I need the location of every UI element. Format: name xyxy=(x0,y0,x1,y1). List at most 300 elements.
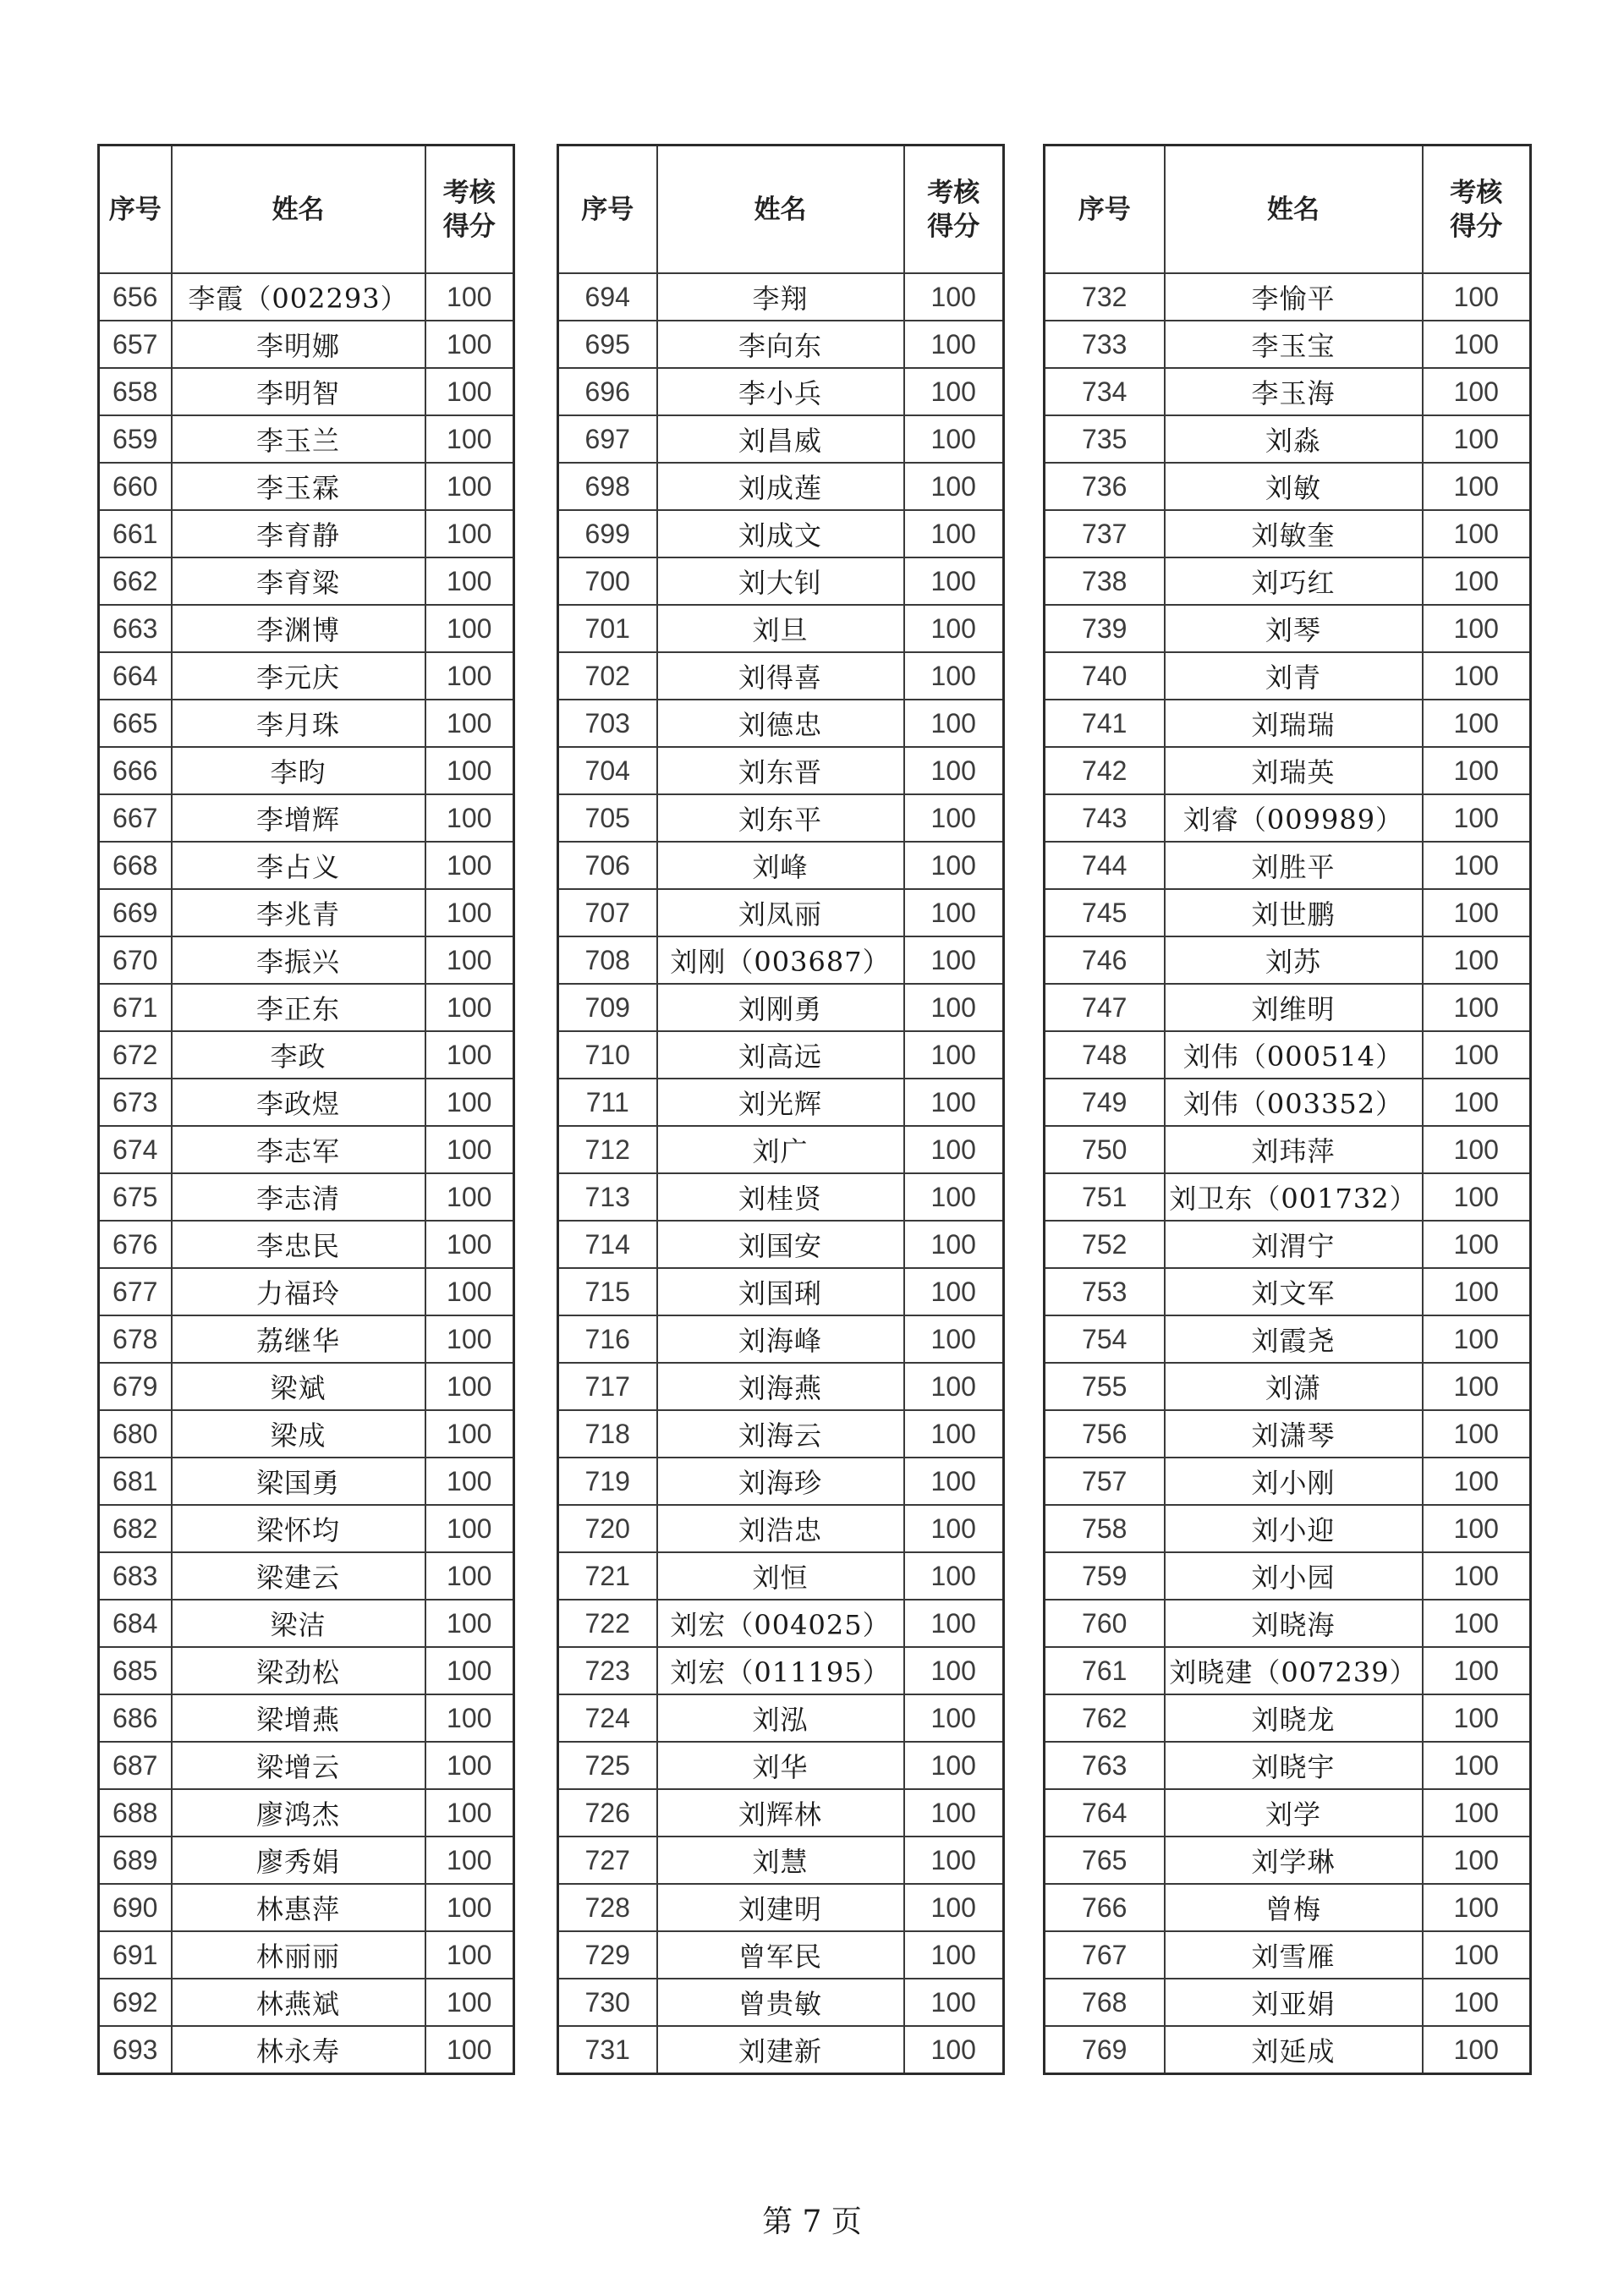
row-seq: 717 xyxy=(558,1363,657,1410)
table-row xyxy=(1045,1600,1531,1647)
row-seq: 696 xyxy=(558,368,657,415)
row-seq: 708 xyxy=(558,936,657,984)
row-name: 李向东 xyxy=(657,321,904,368)
row-seq: 667 xyxy=(99,794,172,842)
table-row xyxy=(558,794,1004,842)
row-name: 荔继华 xyxy=(172,1315,425,1363)
row-seq: 703 xyxy=(558,700,657,747)
table-row xyxy=(1045,463,1531,510)
row-seq: 723 xyxy=(558,1647,657,1694)
row-score: 100 xyxy=(425,889,514,936)
table-row xyxy=(99,842,514,889)
row-seq: 714 xyxy=(558,1221,657,1268)
row-name: 刘瑞英 xyxy=(1165,747,1423,794)
table-row xyxy=(558,1315,1004,1363)
row-score: 100 xyxy=(425,1647,514,1694)
header-score: 考核 得分 xyxy=(425,145,514,274)
table-row xyxy=(99,1031,514,1079)
row-seq: 689 xyxy=(99,1837,172,1884)
row-name: 刘敏奎 xyxy=(1165,510,1423,557)
row-seq: 665 xyxy=(99,700,172,747)
row-name: 廖鸿杰 xyxy=(172,1789,425,1837)
row-name: 李占义 xyxy=(172,842,425,889)
table-row xyxy=(99,1789,514,1837)
table-row xyxy=(1045,889,1531,936)
row-seq: 702 xyxy=(558,652,657,700)
row-score: 100 xyxy=(904,510,1004,557)
row-seq: 671 xyxy=(99,984,172,1031)
table-row xyxy=(99,889,514,936)
table-row xyxy=(1045,415,1531,463)
row-score: 100 xyxy=(904,889,1004,936)
row-seq: 709 xyxy=(558,984,657,1031)
table-row xyxy=(1045,1647,1531,1694)
row-score: 100 xyxy=(904,1979,1004,2026)
row-name: 李明娜 xyxy=(172,321,425,368)
row-name: 刘小迎 xyxy=(1165,1505,1423,1552)
row-score: 100 xyxy=(904,1505,1004,1552)
table-row xyxy=(99,1647,514,1694)
row-seq: 729 xyxy=(558,1931,657,1979)
row-name: 刘宏（011195） xyxy=(657,1647,904,1694)
row-score: 100 xyxy=(425,1126,514,1173)
row-name: 李愉平 xyxy=(1165,273,1423,321)
row-seq: 695 xyxy=(558,321,657,368)
row-name: 李兆青 xyxy=(172,889,425,936)
table-row xyxy=(558,1173,1004,1221)
row-name: 刘凤丽 xyxy=(657,889,904,936)
row-seq: 748 xyxy=(1045,1031,1165,1079)
row-score: 100 xyxy=(904,1884,1004,1931)
row-name: 刘旦 xyxy=(657,605,904,652)
table-row xyxy=(1045,1505,1531,1552)
row-name: 刘学 xyxy=(1165,1789,1423,1837)
row-seq: 693 xyxy=(99,2026,172,2074)
table-row xyxy=(558,1268,1004,1315)
table-row xyxy=(1045,652,1531,700)
row-name: 刘光辉 xyxy=(657,1079,904,1126)
table-row xyxy=(558,1552,1004,1600)
row-name: 梁增云 xyxy=(172,1742,425,1789)
row-name: 刘琴 xyxy=(1165,605,1423,652)
row-seq: 664 xyxy=(99,652,172,700)
row-score: 100 xyxy=(904,984,1004,1031)
row-seq: 764 xyxy=(1045,1789,1165,1837)
table-row xyxy=(558,1458,1004,1505)
table-row xyxy=(1045,368,1531,415)
row-score: 100 xyxy=(1423,700,1531,747)
row-score: 100 xyxy=(1423,1268,1531,1315)
table-row xyxy=(1045,1931,1531,1979)
row-seq: 753 xyxy=(1045,1268,1165,1315)
table-row xyxy=(558,605,1004,652)
table-row xyxy=(558,1079,1004,1126)
row-name: 梁劲松 xyxy=(172,1647,425,1694)
row-seq: 732 xyxy=(1045,273,1165,321)
row-seq: 701 xyxy=(558,605,657,652)
table-row xyxy=(99,1173,514,1221)
row-name: 林惠萍 xyxy=(172,1884,425,1931)
row-seq: 668 xyxy=(99,842,172,889)
row-name: 李月珠 xyxy=(172,700,425,747)
row-seq: 681 xyxy=(99,1458,172,1505)
row-name: 刘玮萍 xyxy=(1165,1126,1423,1173)
row-score: 100 xyxy=(1423,1031,1531,1079)
row-seq: 765 xyxy=(1045,1837,1165,1884)
table-row xyxy=(1045,747,1531,794)
row-seq: 758 xyxy=(1045,1505,1165,1552)
table-row xyxy=(1045,321,1531,368)
row-score: 100 xyxy=(1423,1126,1531,1173)
row-seq: 692 xyxy=(99,1979,172,2026)
row-name: 刘文军 xyxy=(1165,1268,1423,1315)
table-row xyxy=(99,415,514,463)
row-seq: 674 xyxy=(99,1126,172,1173)
row-seq: 661 xyxy=(99,510,172,557)
table-row xyxy=(558,463,1004,510)
row-seq: 744 xyxy=(1045,842,1165,889)
row-name: 刘大钊 xyxy=(657,557,904,605)
row-seq: 726 xyxy=(558,1789,657,1837)
row-name: 刘成莲 xyxy=(657,463,904,510)
row-score: 100 xyxy=(425,794,514,842)
row-seq: 743 xyxy=(1045,794,1165,842)
table-row xyxy=(1045,1979,1531,2026)
row-score: 100 xyxy=(1423,1173,1531,1221)
row-score: 100 xyxy=(1423,1315,1531,1363)
row-score: 100 xyxy=(904,2026,1004,2074)
row-score: 100 xyxy=(1423,652,1531,700)
row-name: 刘海珍 xyxy=(657,1458,904,1505)
row-score: 100 xyxy=(1423,1742,1531,1789)
row-name: 李渊博 xyxy=(172,605,425,652)
row-name: 刘晓宇 xyxy=(1165,1742,1423,1789)
row-seq: 759 xyxy=(1045,1552,1165,1600)
row-seq: 747 xyxy=(1045,984,1165,1031)
row-seq: 733 xyxy=(1045,321,1165,368)
row-score: 100 xyxy=(1423,1458,1531,1505)
row-score: 100 xyxy=(1423,321,1531,368)
row-name: 刘广 xyxy=(657,1126,904,1173)
row-seq: 768 xyxy=(1045,1979,1165,2026)
row-score: 100 xyxy=(1423,1221,1531,1268)
header-name: 姓名 xyxy=(1165,145,1423,274)
row-name: 林永寿 xyxy=(172,2026,425,2074)
row-name: 李明智 xyxy=(172,368,425,415)
table-row xyxy=(558,1363,1004,1410)
table-row xyxy=(99,700,514,747)
row-seq: 724 xyxy=(558,1694,657,1742)
row-name: 刘小刚 xyxy=(1165,1458,1423,1505)
row-name: 刘亚娟 xyxy=(1165,1979,1423,2026)
row-name: 李元庆 xyxy=(172,652,425,700)
table-row xyxy=(1045,1315,1531,1363)
row-score: 100 xyxy=(425,321,514,368)
row-name: 刘学琳 xyxy=(1165,1837,1423,1884)
row-name: 刘桂贤 xyxy=(657,1173,904,1221)
table-row xyxy=(558,936,1004,984)
row-seq: 698 xyxy=(558,463,657,510)
row-seq: 685 xyxy=(99,1647,172,1694)
table-row xyxy=(558,1410,1004,1458)
row-seq: 662 xyxy=(99,557,172,605)
table-row xyxy=(99,1363,514,1410)
row-name: 廖秀娟 xyxy=(172,1837,425,1884)
row-score: 100 xyxy=(904,368,1004,415)
row-seq: 762 xyxy=(1045,1694,1165,1742)
row-seq: 740 xyxy=(1045,652,1165,700)
table-row xyxy=(558,510,1004,557)
row-seq: 659 xyxy=(99,415,172,463)
table-row xyxy=(99,1126,514,1173)
row-score: 100 xyxy=(904,1600,1004,1647)
table-row xyxy=(558,1505,1004,1552)
row-score: 100 xyxy=(425,415,514,463)
row-score: 100 xyxy=(425,605,514,652)
table-row xyxy=(99,936,514,984)
row-name: 力福玲 xyxy=(172,1268,425,1315)
table-row xyxy=(1045,1173,1531,1221)
row-seq: 711 xyxy=(558,1079,657,1126)
header-score: 考核 得分 xyxy=(904,145,1004,274)
row-seq: 760 xyxy=(1045,1600,1165,1647)
table-row xyxy=(1045,510,1531,557)
row-name: 林丽丽 xyxy=(172,1931,425,1979)
row-seq: 666 xyxy=(99,747,172,794)
row-score: 100 xyxy=(1423,1552,1531,1600)
row-name: 李小兵 xyxy=(657,368,904,415)
row-name: 刘海燕 xyxy=(657,1363,904,1410)
row-seq: 673 xyxy=(99,1079,172,1126)
row-score: 100 xyxy=(904,1837,1004,1884)
row-score: 100 xyxy=(904,557,1004,605)
table-row xyxy=(1045,1458,1531,1505)
row-name: 刘延成 xyxy=(1165,2026,1423,2074)
row-score: 100 xyxy=(1423,747,1531,794)
row-seq: 658 xyxy=(99,368,172,415)
row-name: 梁增燕 xyxy=(172,1694,425,1742)
row-name: 李增辉 xyxy=(172,794,425,842)
row-name: 刘刚勇 xyxy=(657,984,904,1031)
row-name: 曾梅 xyxy=(1165,1884,1423,1931)
row-name: 刘苏 xyxy=(1165,936,1423,984)
row-seq: 699 xyxy=(558,510,657,557)
row-seq: 719 xyxy=(558,1458,657,1505)
row-score: 100 xyxy=(425,557,514,605)
header-name: 姓名 xyxy=(657,145,904,274)
row-name: 刘峰 xyxy=(657,842,904,889)
row-score: 100 xyxy=(904,605,1004,652)
row-score: 100 xyxy=(904,321,1004,368)
row-seq: 656 xyxy=(99,273,172,321)
table-row xyxy=(558,1931,1004,1979)
row-score: 100 xyxy=(1423,557,1531,605)
row-score: 100 xyxy=(425,1031,514,1079)
table-row xyxy=(1045,1268,1531,1315)
row-name: 梁成 xyxy=(172,1410,425,1458)
row-name: 刘德忠 xyxy=(657,700,904,747)
row-seq: 737 xyxy=(1045,510,1165,557)
table-row xyxy=(558,368,1004,415)
row-name: 刘晓建（007239） xyxy=(1165,1647,1423,1694)
table-row xyxy=(99,1694,514,1742)
row-score: 100 xyxy=(1423,1837,1531,1884)
row-score: 100 xyxy=(1423,1979,1531,2026)
row-seq: 754 xyxy=(1045,1315,1165,1363)
row-score: 100 xyxy=(904,1742,1004,1789)
row-score: 100 xyxy=(904,463,1004,510)
table-row xyxy=(1045,936,1531,984)
row-score: 100 xyxy=(425,1552,514,1600)
table-row xyxy=(558,1837,1004,1884)
table-row xyxy=(99,1079,514,1126)
row-name: 林燕斌 xyxy=(172,1979,425,2026)
row-seq: 769 xyxy=(1045,2026,1165,2074)
row-seq: 738 xyxy=(1045,557,1165,605)
table-row xyxy=(99,557,514,605)
table-row xyxy=(558,557,1004,605)
row-score: 100 xyxy=(904,1552,1004,1600)
table-row xyxy=(558,2026,1004,2074)
table-row xyxy=(1045,984,1531,1031)
table-row xyxy=(99,1742,514,1789)
row-score: 100 xyxy=(425,510,514,557)
table-row xyxy=(558,1031,1004,1079)
row-name: 刘渭宁 xyxy=(1165,1221,1423,1268)
table-row xyxy=(99,1552,514,1600)
row-name: 曾军民 xyxy=(657,1931,904,1979)
table-row xyxy=(99,1979,514,2026)
row-seq: 752 xyxy=(1045,1221,1165,1268)
row-name: 李育粱 xyxy=(172,557,425,605)
table-row xyxy=(99,1884,514,1931)
row-name: 刘晓龙 xyxy=(1165,1694,1423,1742)
row-seq: 683 xyxy=(99,1552,172,1600)
row-name: 刘卫东（001732） xyxy=(1165,1173,1423,1221)
table-row xyxy=(558,984,1004,1031)
row-seq: 680 xyxy=(99,1410,172,1458)
row-name: 李玉兰 xyxy=(172,415,425,463)
row-seq: 757 xyxy=(1045,1458,1165,1505)
row-score: 100 xyxy=(425,1742,514,1789)
row-name: 李玉海 xyxy=(1165,368,1423,415)
row-seq: 727 xyxy=(558,1837,657,1884)
table-row xyxy=(558,415,1004,463)
row-name: 刘浩忠 xyxy=(657,1505,904,1552)
table-row xyxy=(99,605,514,652)
row-seq: 670 xyxy=(99,936,172,984)
row-score: 100 xyxy=(425,984,514,1031)
row-seq: 718 xyxy=(558,1410,657,1458)
table-row xyxy=(99,1458,514,1505)
row-score: 100 xyxy=(425,1789,514,1837)
row-name: 刘建明 xyxy=(657,1884,904,1931)
row-seq: 736 xyxy=(1045,463,1165,510)
row-score: 100 xyxy=(904,700,1004,747)
row-seq: 722 xyxy=(558,1600,657,1647)
table-row xyxy=(558,889,1004,936)
row-seq: 735 xyxy=(1045,415,1165,463)
row-seq: 730 xyxy=(558,1979,657,2026)
table-row xyxy=(99,984,514,1031)
row-seq: 660 xyxy=(99,463,172,510)
table-row xyxy=(99,1221,514,1268)
table-row xyxy=(1045,605,1531,652)
row-name: 刘敏 xyxy=(1165,463,1423,510)
table-row xyxy=(99,1931,514,1979)
row-score: 100 xyxy=(1423,984,1531,1031)
table-row xyxy=(1045,1031,1531,1079)
table-row xyxy=(1045,2026,1531,2074)
row-score: 100 xyxy=(1423,1505,1531,1552)
table-row xyxy=(558,1884,1004,1931)
row-score: 100 xyxy=(904,1079,1004,1126)
row-seq: 763 xyxy=(1045,1742,1165,1789)
row-score: 100 xyxy=(1423,842,1531,889)
table-row xyxy=(99,1600,514,1647)
table-row xyxy=(558,1979,1004,2026)
row-seq: 712 xyxy=(558,1126,657,1173)
header-name: 姓名 xyxy=(172,145,425,274)
row-score: 100 xyxy=(904,415,1004,463)
row-name: 李霞（002293） xyxy=(172,273,425,321)
table-row xyxy=(558,1221,1004,1268)
table-row xyxy=(99,1315,514,1363)
table-row xyxy=(99,463,514,510)
row-name: 李忠民 xyxy=(172,1221,425,1268)
table-row xyxy=(1045,1552,1531,1600)
row-score: 100 xyxy=(1423,1410,1531,1458)
header-seq: 序号 xyxy=(99,145,172,274)
row-score: 100 xyxy=(904,747,1004,794)
row-name: 刘得喜 xyxy=(657,652,904,700)
row-seq: 750 xyxy=(1045,1126,1165,1173)
row-name: 梁怀均 xyxy=(172,1505,425,1552)
row-score: 100 xyxy=(904,1363,1004,1410)
row-seq: 669 xyxy=(99,889,172,936)
row-score: 100 xyxy=(1423,1789,1531,1837)
table-row xyxy=(1045,1837,1531,1884)
row-score: 100 xyxy=(425,1363,514,1410)
table-row xyxy=(558,1126,1004,1173)
row-name: 曾贵敏 xyxy=(657,1979,904,2026)
table-row xyxy=(558,652,1004,700)
row-score: 100 xyxy=(425,1694,514,1742)
row-seq: 721 xyxy=(558,1552,657,1600)
row-seq: 767 xyxy=(1045,1931,1165,1979)
row-score: 100 xyxy=(425,842,514,889)
row-name: 李政 xyxy=(172,1031,425,1079)
row-name: 刘胜平 xyxy=(1165,842,1423,889)
row-score: 100 xyxy=(425,1837,514,1884)
row-score: 100 xyxy=(904,652,1004,700)
header-seq: 序号 xyxy=(1045,145,1165,274)
row-name: 刘睿（009989） xyxy=(1165,794,1423,842)
row-score: 100 xyxy=(904,273,1004,321)
row-seq: 687 xyxy=(99,1742,172,1789)
row-name: 刘东晋 xyxy=(657,747,904,794)
row-score: 100 xyxy=(904,1410,1004,1458)
row-name: 梁建云 xyxy=(172,1552,425,1600)
row-name: 刘国琍 xyxy=(657,1268,904,1315)
row-score: 100 xyxy=(425,1268,514,1315)
row-score: 100 xyxy=(904,1647,1004,1694)
row-score: 100 xyxy=(904,1221,1004,1268)
row-seq: 746 xyxy=(1045,936,1165,984)
row-seq: 761 xyxy=(1045,1647,1165,1694)
table-row xyxy=(558,1789,1004,1837)
table-row xyxy=(558,273,1004,321)
